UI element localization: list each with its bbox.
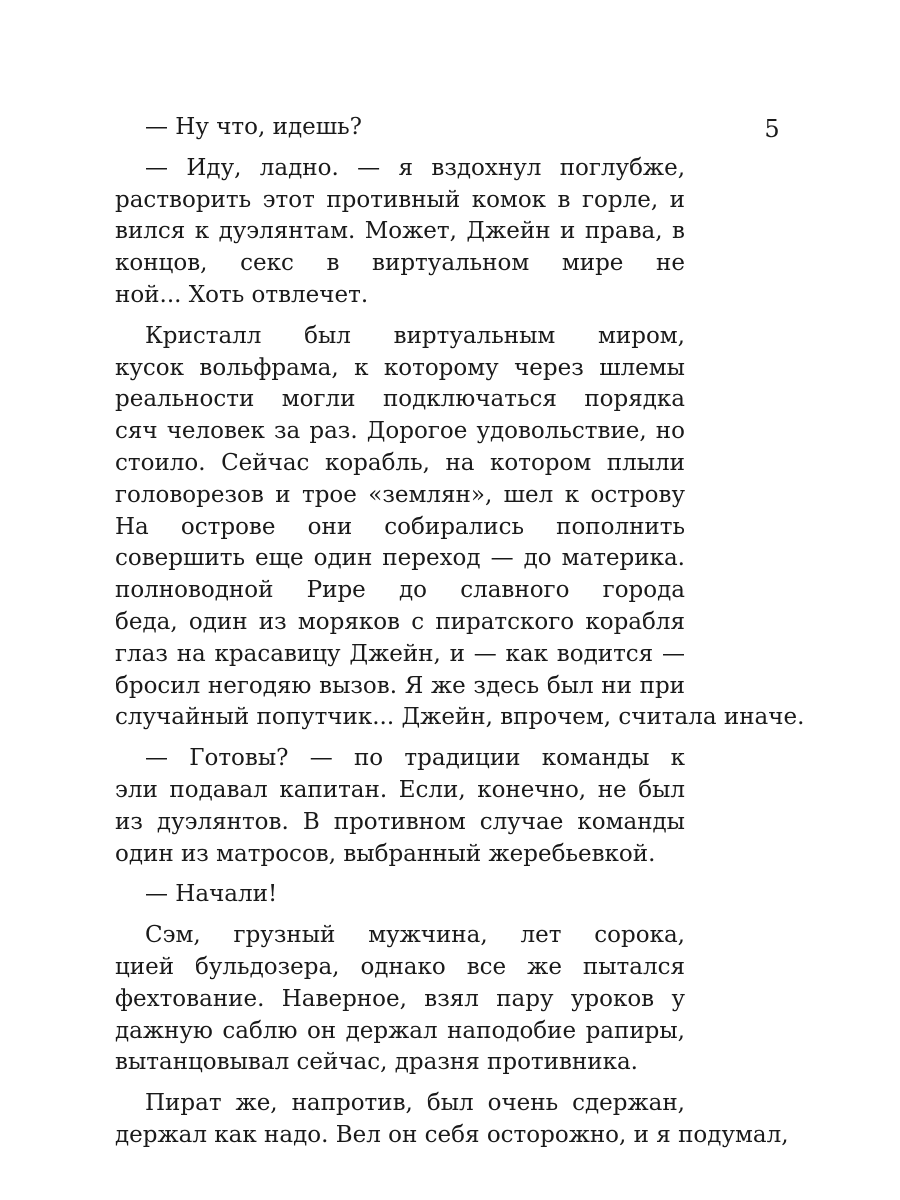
paragraph bbox=[115, 112, 685, 144]
text-line: концов, секс в виртуальном мире не bbox=[115, 250, 685, 277]
paragraph bbox=[115, 1088, 789, 1152]
text-line: фехтование. Наверное, взял пару уроков у bbox=[115, 985, 685, 1012]
text-line: ной... Хоть отвлечет. bbox=[115, 281, 369, 308]
text-line: полноводной Рире до славного города bbox=[115, 577, 685, 604]
text-line: реальности могли подключаться порядка bbox=[115, 386, 685, 413]
text-line: один из матросов, выбранный жеребьевкой. bbox=[115, 840, 656, 867]
text-line: совершить еще один переход — до материка. bbox=[115, 545, 685, 572]
paragraph bbox=[115, 153, 685, 312]
paragraph bbox=[115, 879, 685, 911]
text-line: вился к дуэлянтам. Может, Джейн и права, в bbox=[115, 218, 685, 245]
text-line: — Иду, ладно. — я вздохнул поглубже, bbox=[145, 154, 685, 181]
text-line: глаз на красавицу Джейн, и — как водится — bbox=[115, 640, 685, 667]
text-line: случайный попутчик... Джейн, впрочем, считала иначе. bbox=[115, 704, 805, 731]
text-line: растворить этот противный комок в горле, и bbox=[115, 186, 685, 213]
text-line: из дуэлянтов. В противном случае команды bbox=[115, 808, 685, 835]
text-line: сяч человек за раз. Дорогое удовольствие, но bbox=[115, 418, 685, 445]
text-line: дажную саблю он держал наподобие рапиры, bbox=[115, 1017, 685, 1044]
text-line: бросил негодяю вызов. Я же здесь был ни при bbox=[115, 672, 685, 699]
text-body bbox=[115, 112, 805, 1161]
text-line: головорезов и трое «землян», шел к острову bbox=[115, 481, 685, 508]
text-line: стоило. Сейчас корабль, на котором плыли bbox=[115, 449, 685, 476]
text-line: — Ну что, идешь? bbox=[145, 114, 362, 140]
text-line: — Готовы? — по традиции команды к bbox=[145, 745, 685, 772]
text-line: Пират же, напротив, был очень сдержан, bbox=[145, 1090, 685, 1117]
page-number: 5 bbox=[764, 115, 780, 143]
text-line: эли подавал капитан. Если, конечно, не был bbox=[115, 776, 685, 803]
text-line: беда, один из моряков с пиратского корабля bbox=[115, 608, 685, 635]
text-line: цией бульдозера, однако все же пытался bbox=[115, 953, 685, 980]
text-line: Кристалл был виртуальным миром, bbox=[145, 322, 685, 349]
paragraph bbox=[115, 920, 685, 1079]
text-line: — Начали! bbox=[145, 881, 278, 908]
text-line: На острове они собирались пополнить bbox=[115, 513, 685, 540]
paragraph bbox=[115, 321, 805, 734]
text-line: держал как надо. Вел он себя осторожно, и я подумал, bbox=[115, 1121, 789, 1148]
text-line: кусок вольфрама, к которому через шлемы bbox=[115, 354, 685, 381]
text-line: вытанцовывал сейчас, дразня противника. bbox=[115, 1049, 638, 1076]
paragraph bbox=[115, 743, 685, 870]
text-line: Сэм, грузный мужчина, лет сорока, bbox=[145, 922, 685, 949]
